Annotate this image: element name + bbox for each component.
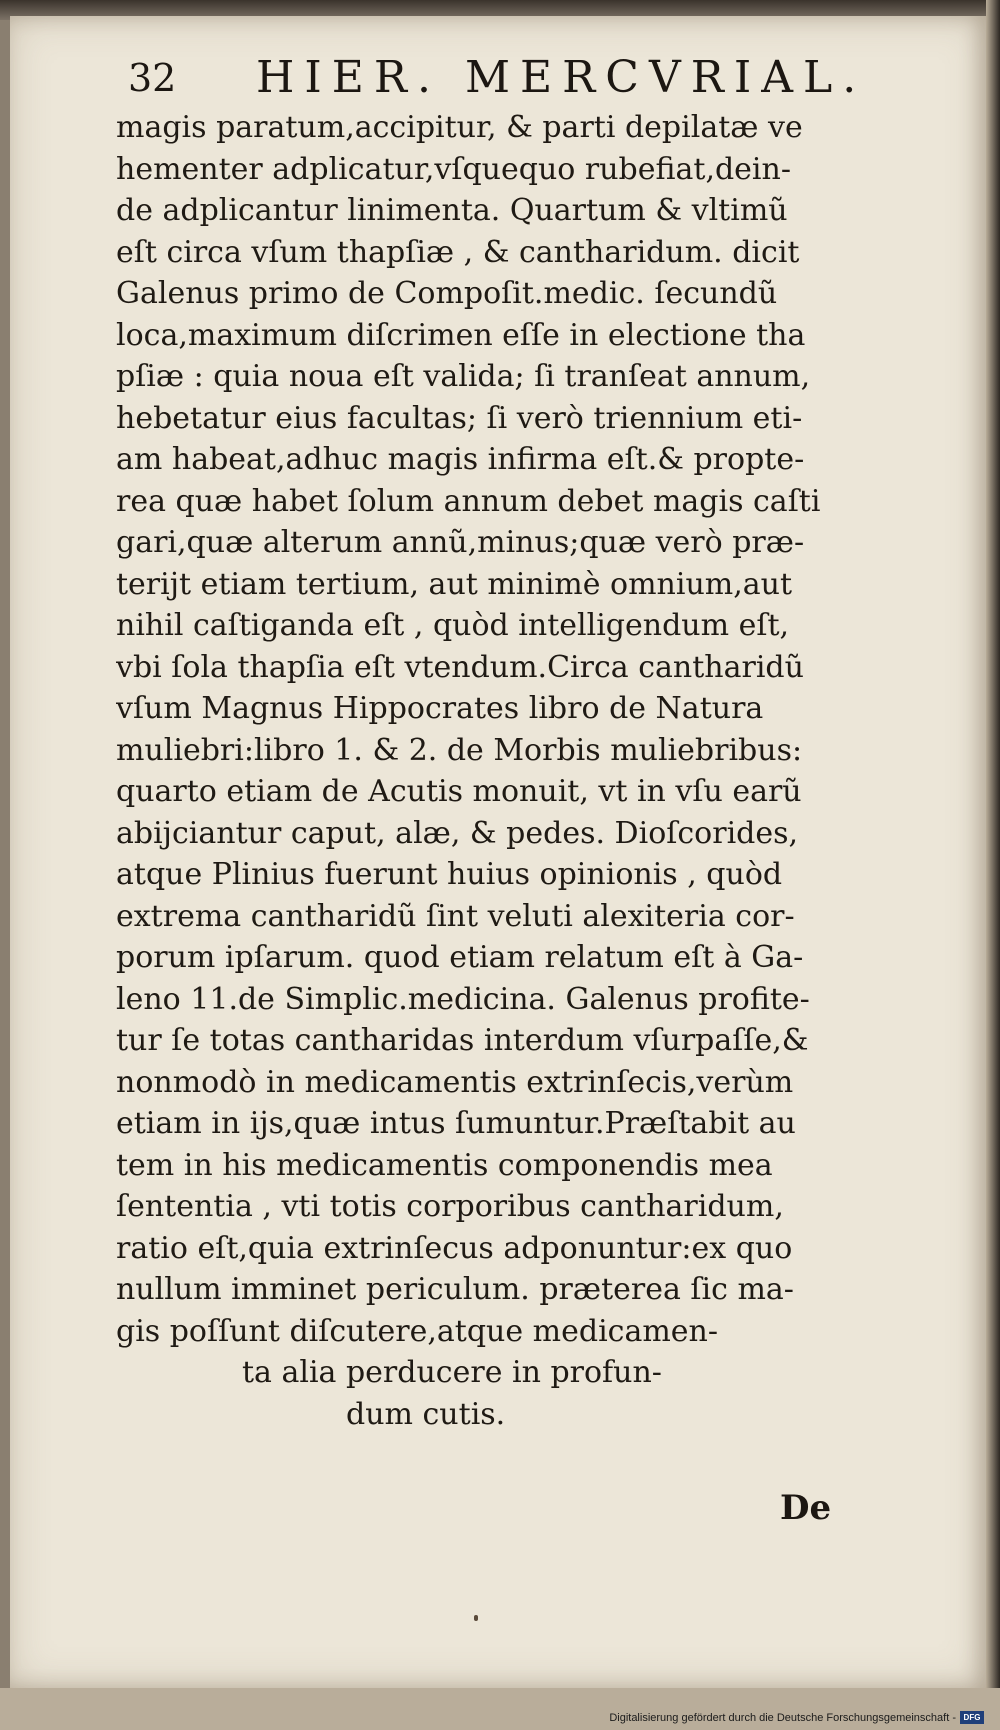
text-line: magis paratum,accipitur, & parti depilatæ ve <box>116 110 803 145</box>
running-title: HIER. MERCVRIAL. <box>256 52 867 103</box>
book-right-edge <box>986 0 1000 1730</box>
text-line: vbi ſola thapſia eſt vtendum.Circa cantharidũ <box>116 649 804 685</box>
text-line: nonmodò in medicamentis extrinſecis,verùm <box>116 1064 794 1100</box>
text-line: extrema cantharidũ ſint veluti alexiteria cor- <box>116 898 795 934</box>
text-line: ta alia perducere in profun- <box>242 1355 662 1390</box>
text-line: ratio eſt,quia extrinſecus adponuntur:ex quo <box>116 1230 793 1266</box>
text-line: nihil caſtiganda eſt , quòd intelligendum eſt, <box>116 608 790 643</box>
text-line: leno 11.de Simplic.medicina. Galenus profite- <box>116 981 810 1017</box>
text-line: rea quæ habet ſolum annum debet magis caſti <box>116 483 821 519</box>
text-line: gis poſſunt diſcutere,atque medicamen- <box>116 1313 719 1349</box>
body-text <box>116 107 876 1435</box>
text-line: hementer adplicatur,vſquequo rubefiat,dein- <box>116 151 791 187</box>
text-line: de adplicantur linimenta. Quartum & vltimũ <box>116 193 788 228</box>
text-line: Galenus primo de Compoſit.medic. ſecundũ <box>116 276 778 311</box>
text-line: gari,quæ alterum annũ,minus;quæ verò præ- <box>116 525 805 560</box>
text-line: quarto etiam de Acutis monuit, vt in vſu earũ <box>116 774 802 809</box>
text-line: ſententia , vti totis corporibus cantharidum, <box>116 1189 784 1224</box>
text-line: hebetatur eius facultas; ſi verò triennium eti- <box>116 400 803 436</box>
ink-speck <box>474 1615 478 1621</box>
text-line: tem in his medicamentis componendis mea <box>116 1147 773 1183</box>
catchword: De <box>780 1488 832 1528</box>
page-header <box>128 52 867 112</box>
text-line: dum cutis. <box>346 1396 506 1432</box>
text-line: am habeat,adhuc magis infirma eſt.& propte- <box>116 442 805 477</box>
text-line: nullum imminet periculum. præterea ſic ma- <box>116 1272 794 1307</box>
text-line: porum ipſarum. quod etiam relatum eſt à Ga- <box>116 940 804 975</box>
text-line: loca,maximum diſcrimen eſſe in electione tha <box>116 317 806 353</box>
text-line: pſiæ : quia noua eſt valida; ſi tranſeat annum, <box>116 359 811 394</box>
page-number: 32 <box>128 56 177 100</box>
footer-credit: Digitalisierung gefördert durch die Deutsche Forschungsgemeinschaft - <box>609 1712 956 1724</box>
text-line: atque Plinius fuerunt huius opinionis , quòd <box>116 857 783 892</box>
text-line: abijciantur caput, alæ, & pedes. Dioſcorides, <box>116 815 799 851</box>
text-line: terijt etiam tertium, aut minimè omnium,aut <box>116 566 793 602</box>
text-line: vſum Magnus Hippocrates libro de Natura <box>116 691 764 726</box>
text-line: etiam in ijs,quæ intus ſumuntur.Præſtabit au <box>116 1106 796 1141</box>
dfg-logo: DFG <box>960 1711 984 1724</box>
text-line: eſt circa vſum thapſiæ , & cantharidum. dicit <box>116 234 800 270</box>
text-line: muliebri:libro 1. & 2. de Morbis muliebribus: <box>116 732 803 768</box>
text-line: tur ſe totas cantharidas interdum vſurpaſſe,& <box>116 1023 809 1058</box>
